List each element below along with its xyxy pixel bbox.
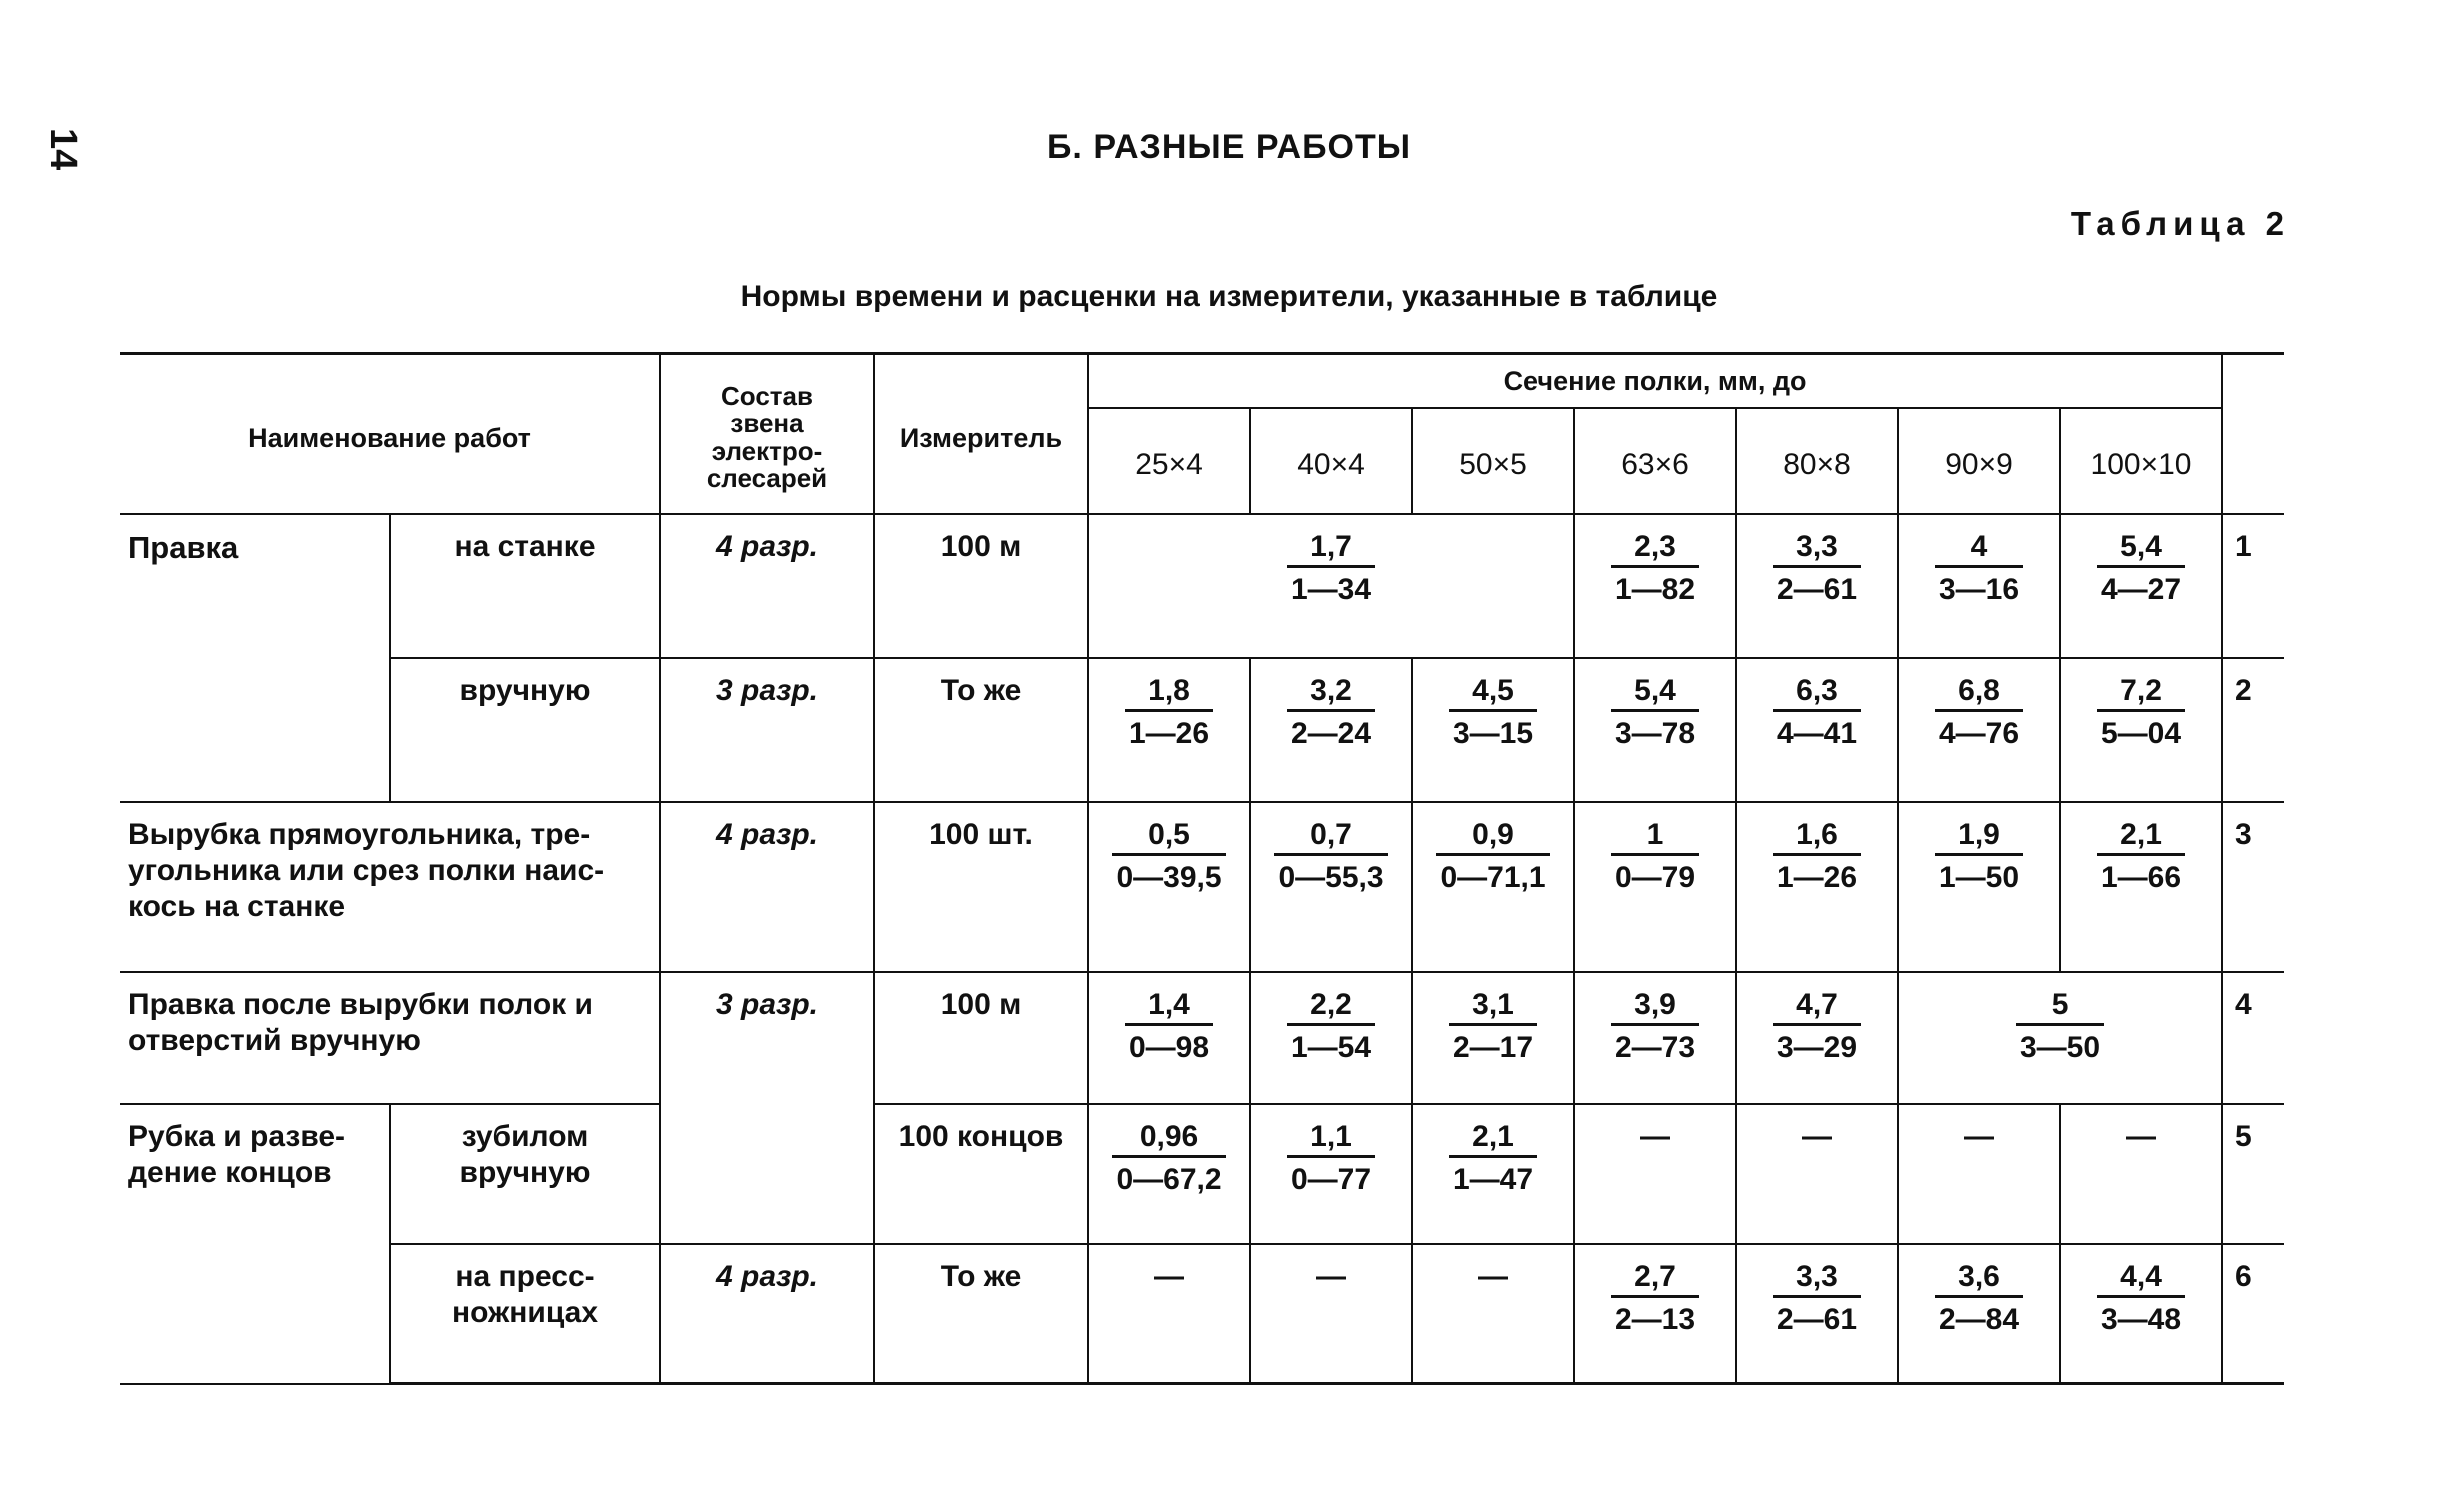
norm-cell: $\frac{2,1}{1—66}$ (2060, 802, 2222, 972)
norm-cell: $\frac{2,7}{2—13}$ (1574, 1244, 1736, 1384)
norm-cell: $\frac{4,4}{3—48}$ (2060, 1244, 2222, 1384)
header-rownum-blank (2222, 354, 2284, 514)
crew-cell: 4 разр. (660, 1244, 874, 1384)
table-row (120, 1104, 2284, 1244)
dash-cell: — (1736, 1104, 1898, 1244)
norm-cell: $\frac{1,7}{1—34}$ (1088, 514, 1574, 658)
unit-cell: 100 шт. (874, 802, 1088, 972)
norm-cell: $\frac{4,5}{3—15}$ (1412, 658, 1574, 802)
crew-cell: 3 разр. (660, 658, 874, 802)
unit-cell: То же (874, 658, 1088, 802)
work-group-rubka: Рубка и разве- дение концов (120, 1104, 390, 1384)
page-number: 14 (42, 128, 84, 171)
norm-cell: $\frac{7,2}{5—04}$ (2060, 658, 2222, 802)
work-sub: зубилом вручную (390, 1104, 660, 1244)
crew-cell-empty (660, 1104, 874, 1244)
section-col-100x10: 100×10 (2060, 408, 2222, 514)
row-number: 5 (2222, 1104, 2284, 1244)
norm-cell: $\frac{3,3}{2—61}$ (1736, 514, 1898, 658)
dash-cell: — (1574, 1104, 1736, 1244)
unit-cell: То же (874, 1244, 1088, 1384)
norm-cell: $\frac{5,4}{3—78}$ (1574, 658, 1736, 802)
section-col-63x6: 63×6 (1574, 408, 1736, 514)
work-group-pravka: Правка (120, 514, 390, 802)
row-number: 4 (2222, 972, 2284, 1104)
unit-cell: 100 концов (874, 1104, 1088, 1244)
norm-cell: $\frac{0,96}{0—67,2}$ (1088, 1104, 1250, 1244)
norm-cell: $\frac{1}{0—79}$ (1574, 802, 1736, 972)
section-col-50x5: 50×5 (1412, 408, 1574, 514)
work-sub: на станке (390, 514, 660, 658)
table-row (120, 658, 2284, 802)
norm-cell: $\frac{1,4}{0—98}$ (1088, 972, 1250, 1104)
norm-cell: $\frac{5}{3—50}$ (1898, 972, 2222, 1104)
norm-cell: $\frac{1,9}{1—50}$ (1898, 802, 2060, 972)
norm-cell: $\frac{3,1}{2—17}$ (1412, 972, 1574, 1104)
work-sub: на пресс- ножницах (390, 1244, 660, 1384)
norm-cell: $\frac{3,6}{2—84}$ (1898, 1244, 2060, 1384)
row-number: 2 (2222, 658, 2284, 802)
dash-cell: — (1088, 1244, 1250, 1384)
norm-cell: $\frac{1,6}{1—26}$ (1736, 802, 1898, 972)
section-col-80x8: 80×8 (1736, 408, 1898, 514)
dash-cell: — (1898, 1104, 2060, 1244)
norm-cell: $\frac{6,8}{4—76}$ (1898, 658, 2060, 802)
norm-cell: $\frac{0,7}{0—55,3}$ (1250, 802, 1412, 972)
row-number: 6 (2222, 1244, 2284, 1384)
norm-cell: $\frac{4}{3—16}$ (1898, 514, 2060, 658)
table-row (120, 972, 2284, 1104)
norm-cell: $\frac{0,5}{0—39,5}$ (1088, 802, 1250, 972)
section-col-40x4: 40×4 (1250, 408, 1412, 514)
norm-cell: $\frac{5,4}{4—27}$ (2060, 514, 2222, 658)
norm-cell: $\frac{2,2}{1—54}$ (1250, 972, 1412, 1104)
table-row (120, 514, 2284, 658)
norm-cell: $\frac{6,3}{4—41}$ (1736, 658, 1898, 802)
dash-cell: — (2060, 1104, 2222, 1244)
table-row (120, 802, 2284, 972)
dash-cell: — (1412, 1244, 1574, 1384)
section-col-25x4: 25×4 (1088, 408, 1250, 514)
norm-cell: $\frac{1,1}{0—77}$ (1250, 1104, 1412, 1244)
row-number: 3 (2222, 802, 2284, 972)
header-unit: Измеритель (874, 354, 1088, 514)
crew-cell: 4 разр. (660, 514, 874, 658)
norm-cell: $\frac{3,3}{2—61}$ (1736, 1244, 1898, 1384)
section-col-90x9: 90×9 (1898, 408, 2060, 514)
norm-cell: $\frac{1,8}{1—26}$ (1088, 658, 1250, 802)
crew-cell: 4 разр. (660, 802, 874, 972)
norm-cell: $\frac{2,3}{1—82}$ (1574, 514, 1736, 658)
work-sub: вручную (390, 658, 660, 802)
work-name: Правка после вырубки полок и отверстий вручную (120, 972, 660, 1104)
norms-table (120, 352, 2284, 1385)
norm-cell: $\frac{4,7}{3—29}$ (1736, 972, 1898, 1104)
norm-cell: $\frac{2,1}{1—47}$ (1412, 1104, 1574, 1244)
dash-cell: — (1250, 1244, 1412, 1384)
section-title: Б. РАЗНЫЕ РАБОТЫ (1046, 128, 1412, 166)
norm-cell: $\frac{3,2}{2—24}$ (1250, 658, 1412, 802)
unit-cell: 100 м (874, 514, 1088, 658)
work-name: Вырубка прямоугольника, тре- угольника или срез полки наис- кось на станке (120, 802, 660, 972)
header-crew: Состав звена электро- слесарей (660, 354, 874, 514)
crew-cell: 3 разр. (660, 972, 874, 1104)
table-row (120, 1244, 2284, 1384)
norm-cell: $\frac{0,9}{0—71,1}$ (1412, 802, 1574, 972)
norm-cell: $\frac{3,9}{2—73}$ (1574, 972, 1736, 1104)
row-number: 1 (2222, 514, 2284, 658)
unit-cell: 100 м (874, 972, 1088, 1104)
table-label: Таблица 2 (2070, 205, 2290, 242)
header-section-group: Сечение полки, мм, до (1088, 354, 2222, 408)
table-caption: Нормы времени и расценки на измерители, указанные в таблице (740, 280, 1718, 313)
header-work-name: Наименование работ (120, 354, 660, 514)
